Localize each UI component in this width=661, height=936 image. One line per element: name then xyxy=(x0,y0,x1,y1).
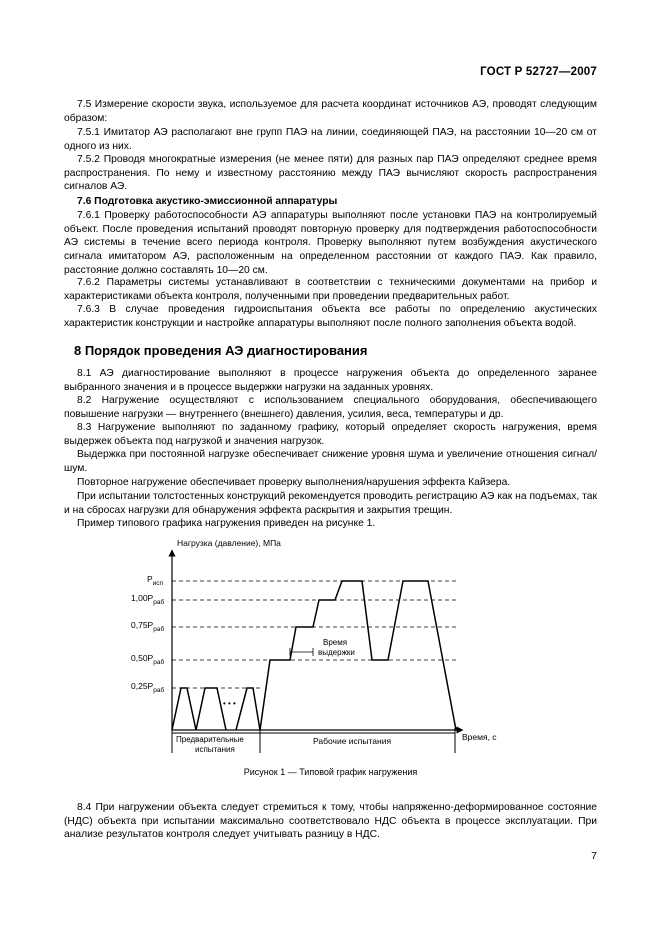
hold-time-label-2: выдержки xyxy=(318,648,355,657)
level-label-50: $0,50P_{раб}$ xyxy=(131,653,165,666)
paragraph-7-5: 7.5 Измерение скорости звука, используемое для расчета координат источников АЭ, проводят следующим образом: xyxy=(64,99,597,124)
x-axis-label: Время, с xyxy=(462,732,497,742)
paragraph-kaiser: Повторное нагружение обеспечивает проверку выполнения/нарушения эффекта Кайзера. xyxy=(77,477,511,488)
paragraph-8-3: 8.3 Нагружение выполняют по заданному графику, который определяет скорость нагружения, время выдержек объекта под нагрузкой и значения нагрузок. xyxy=(64,422,597,447)
paragraph-8-2: 8.2 Нагружение осуществляют с использованием специального оборудования, обеспечивающего повышение нагрузки — внутреннего (внешнего) давления, усилия, веса, температуры и др. xyxy=(64,395,597,420)
paragraph-hold: Выдержка при постоянной нагрузке обеспечивает снижение уровня шума и увеличение отношения сигнал/шум. xyxy=(64,449,597,474)
phase-prelim-label: Предварительные xyxy=(176,735,244,744)
phase-work-label: Рабочие испытания xyxy=(313,736,392,746)
paragraph-8-1: 8.1 АЭ диагностирование выполняют в процессе нагружения объекта до определенного заранее выбранного значения и в процессе выдержки нагрузки на заданных уровнях. xyxy=(64,368,597,393)
phase-prelim-label-2: испытания xyxy=(195,745,235,754)
figure-caption: Рисунок 1 — Типовой график нагружения xyxy=(243,767,418,777)
working-load-curve xyxy=(260,581,456,730)
section-heading-8: 8 Порядок проведения АЭ диагностирования xyxy=(74,343,368,358)
paragraph-7-6-2: 7.6.2 Параметры системы устанавливают в соответствии с техническими документами на прибор и характеристиками объекта контроля, полученными при проведении предварительных работ. xyxy=(64,277,597,302)
level-label-75: $0,75P_{раб}$ xyxy=(131,620,165,633)
paragraph-7-5-2: 7.5.2 Проводя многократные измерения (не менее пяти) для разных пар ПАЭ определяют среднее время распространения. По нему и известному расстоянию между ПАЭ вычисляют скорость распространения сигналов АЭ. xyxy=(64,154,597,193)
preliminary-load-curve xyxy=(172,688,226,730)
standard-number: ГОСТ Р 52727—2007 xyxy=(480,66,597,78)
paragraph-7-6-1: 7.6.1 Проверку работоспособности АЭ аппаратуры выполняют после установки ПАЭ на контролируемый объект. После проведения испытаний проводят повторную проверку для подтверждения работоспособности АЭ системы в течение всего периода контроля. Проверку выполняют путем возбуждения акустического сигнала имитатором АЭ, расположенным на определенном расстоянии от каждого ПАЭ. Как правило, расстояние должно составлять 10—20 см. xyxy=(64,210,597,276)
subsection-heading-7-6: 7.6 Подготовка акустико-эмиссионной аппаратуры xyxy=(77,196,338,207)
preliminary-load-curve-end xyxy=(236,688,260,730)
paragraph-8-4: 8.4 При нагружении объекта следует стремиться к тому, чтобы напряженно-деформированное состояние (НДС) объекта при испытании максимально соответствовало НДС объекта в процессе эксплуатации. При анализе результатов контроля следует учитывать разницу в НДС. xyxy=(64,802,597,841)
hold-time-label: Время xyxy=(323,638,348,647)
paragraph-thick-wall: При испытании толстостенных конструкций рекомендуется проводить регистрацию АЭ как на подъемах, так и на сбросах нагрузки для обнаружения эффекта раскрытия и закрытия трещин. xyxy=(64,491,597,516)
paragraph-figure-ref: Пример типового графика нагружения приведен на рисунке 1. xyxy=(77,518,376,529)
level-label-25: $0,25P_{раб}$ xyxy=(131,681,165,694)
level-label-test: $P_{исп}$ xyxy=(147,574,164,587)
paragraph-7-6-3: 7.6.3 В случае проведения гидроиспытания объекта все работы по определению акустических характеристик конструкции и настройке аппаратуры выполняют после полного заполнения объекта водой. xyxy=(64,304,597,329)
level-label-100: $1,00P_{раб}$ xyxy=(131,593,165,606)
preliminary-dots: • • • xyxy=(223,699,236,708)
page-number: 7 xyxy=(591,850,597,862)
paragraph-7-5-1: 7.5.1 Имитатор АЭ располагают вне групп ПАЭ на линии, соединяющей ПАЭ, на расстоянии 10—20 см от одного из них. xyxy=(64,127,597,152)
y-axis-label: Нагрузка (давление), МПа xyxy=(177,538,281,548)
